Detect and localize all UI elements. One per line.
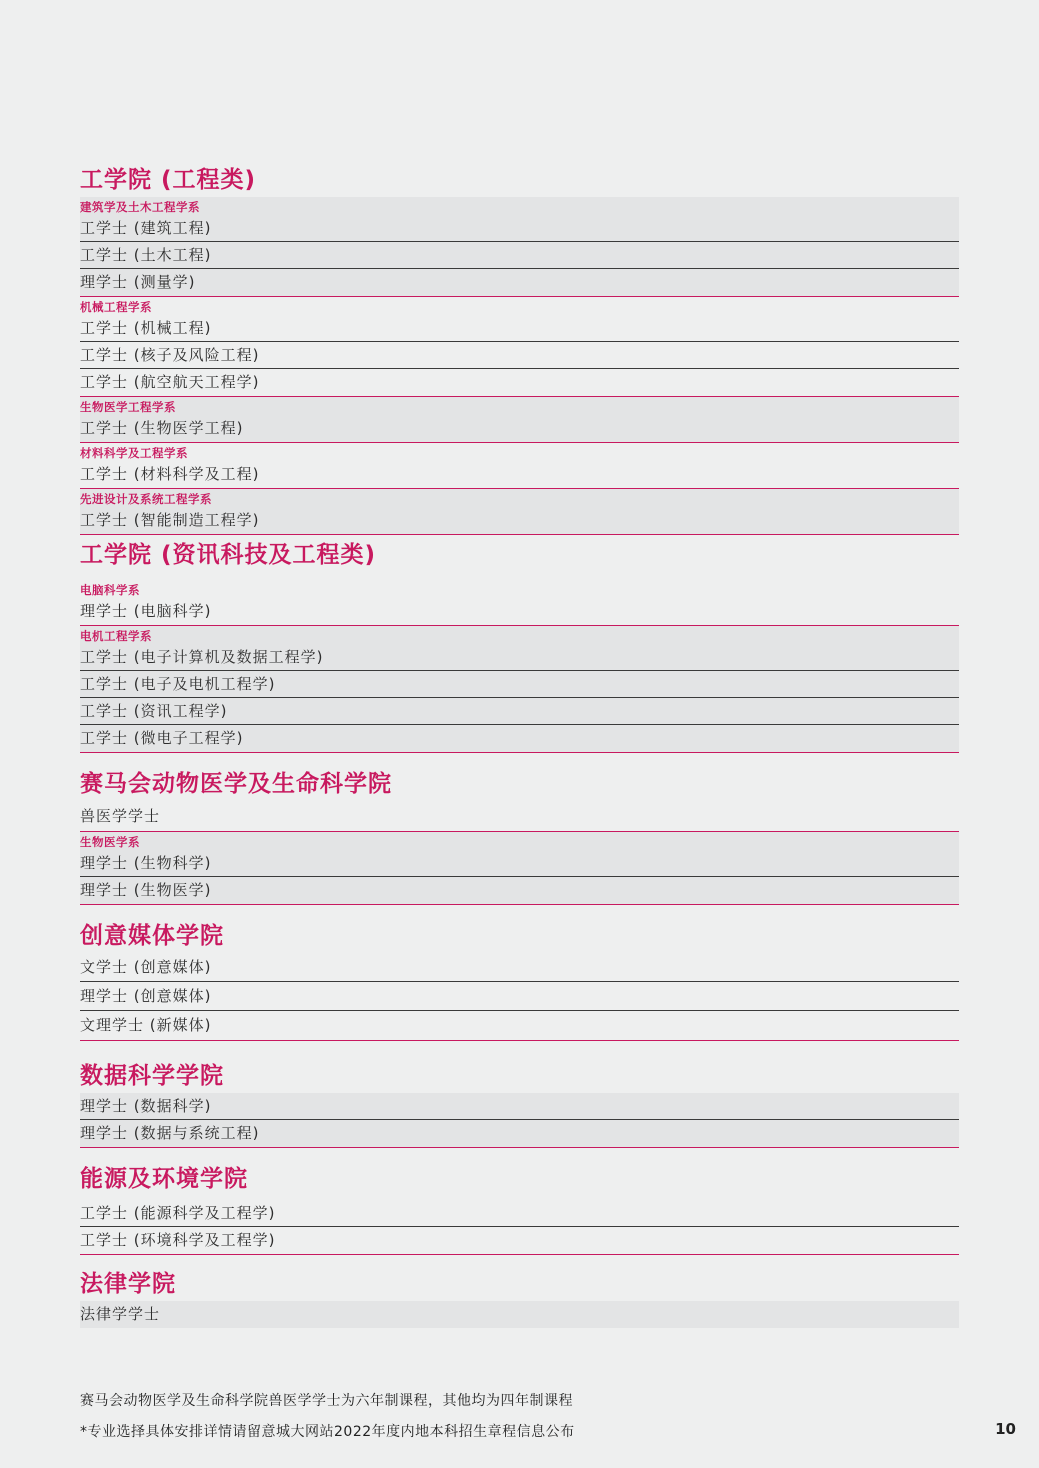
department-name: 材料科学及工程学系 [80,446,188,460]
department-block [80,1301,959,1328]
department-block [80,443,959,489]
department-block [80,1200,959,1255]
degree-item: 工学士 (机械工程) [80,315,959,342]
department-name: 生物医学系 [80,835,140,849]
department-block [80,626,959,753]
degree-item: 工学士 (电子计算机及数据工程学) [80,644,959,671]
degree-item: 工学士 (核子及风险工程) [80,342,959,369]
department-block [80,489,959,535]
degree-item: 兽医学学士 [80,807,161,825]
degree-item: 理学士 (测量学) [80,273,196,291]
faculty-title: 工学院 (资讯科技及工程类) [80,542,377,568]
degree-item: 理学士 (数据科学) [80,1093,959,1120]
degree-item: 工学士 (生物医学工程) [80,419,244,437]
footnote-duration: 赛马会动物医学及生命科学院兽医学学士为六年制课程，其他均为四年制课程 [80,1393,573,1409]
faculty-title: 赛马会动物医学及生命科学院 [80,771,392,797]
department-name: 先进设计及系统工程学系 [80,492,212,506]
degree-item: 工学士 (能源科学及工程学) [80,1200,959,1227]
department-block [80,953,959,1041]
faculty-title: 数据科学学院 [80,1063,224,1089]
degree-item: 理学士 (生物科学) [80,850,959,877]
programme-list [80,163,959,1328]
degree-item: 工学士 (微电子工程学) [80,729,244,747]
department-name: 电机工程学系 [80,629,152,643]
degree-item: 理学士 (创意媒体) [80,982,959,1011]
degree-item: 文理学士 (新媒体) [80,1016,212,1034]
degree-item: 法律学学士 [80,1305,161,1323]
degree-item: 理学士 (电脑科学) [80,602,212,620]
degree-item: 理学士 (数据与系统工程) [80,1124,260,1142]
faculty-title: 法律学院 [80,1271,176,1297]
degree-item: 工学士 (土木工程) [80,242,959,269]
department-name: 生物医学工程学系 [80,400,176,414]
faculty-title: 能源及环境学院 [80,1166,248,1192]
department-name: 机械工程学系 [80,300,152,314]
degree-item: 工学士 (资讯工程学) [80,698,959,725]
department-block [80,832,959,905]
department-block [80,1093,959,1148]
faculty-title: 创意媒体学院 [80,923,224,949]
degree-item: 工学士 (电子及电机工程学) [80,671,959,698]
department-name: 电脑科学系 [80,583,140,597]
faculty-title: 工学院 (工程类) [80,167,257,193]
department-name: 建筑学及土木工程学系 [80,200,200,214]
degree-item: 工学士 (智能制造工程学) [80,511,260,529]
department-block [80,397,959,443]
department-block [80,801,959,832]
degree-item: 工学士 (材料科学及工程) [80,465,260,483]
degree-item: 工学士 (航空航天工程学) [80,373,260,391]
degree-item: 文学士 (创意媒体) [80,953,959,982]
department-block [80,297,959,397]
department-block [80,197,959,297]
footnote-website: *专业选择具体安排详情请留意城大网站2022年度内地本科招生章程信息公布 [80,1424,575,1440]
degree-item: 理学士 (生物医学) [80,881,212,899]
degree-item: 工学士 (环境科学及工程学) [80,1231,276,1249]
page-number: 10 [995,1420,1016,1438]
degree-item: 工学士 (建筑工程) [80,215,959,242]
department-block [80,580,959,626]
